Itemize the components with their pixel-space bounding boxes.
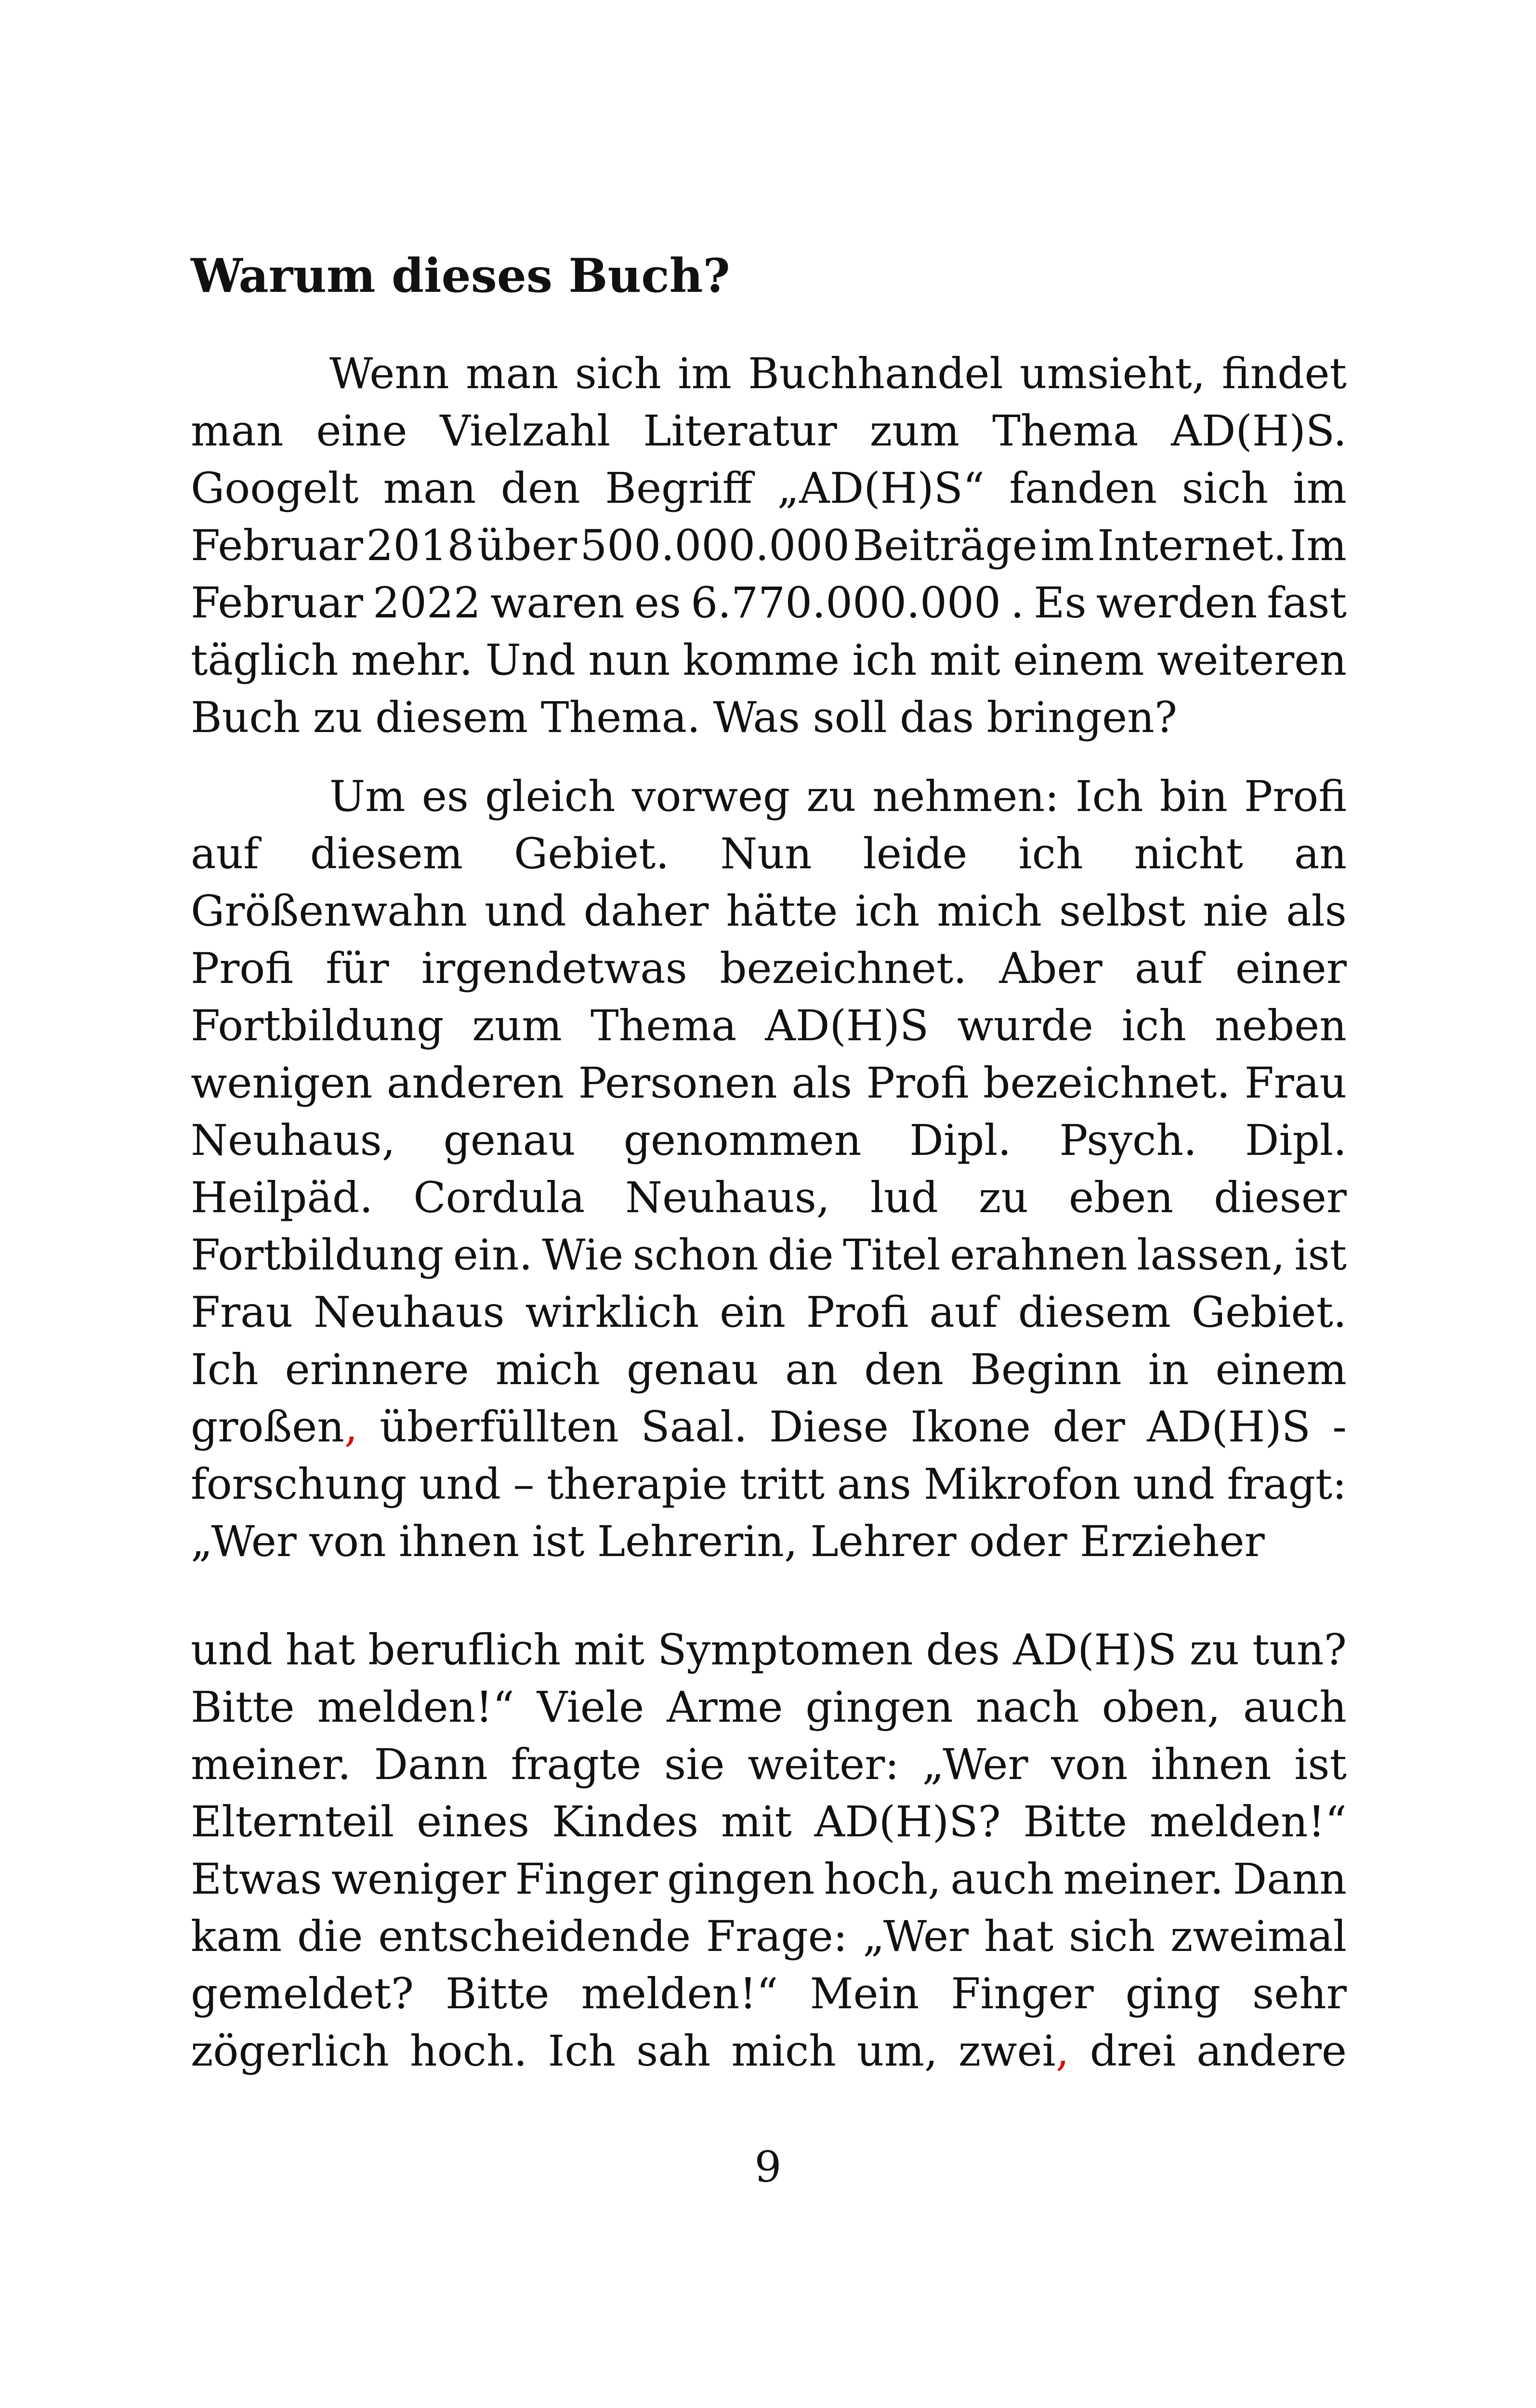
word: „Wer (863, 1911, 969, 1961)
word: komme (683, 635, 840, 685)
word: der (1052, 1402, 1125, 1452)
word: und (419, 1459, 501, 1509)
word: Wie (542, 1230, 624, 1280)
word: Elternteil (191, 1797, 394, 1846)
word: beruflich (368, 1625, 561, 1675)
word: überfüllten (380, 1402, 619, 1452)
word: 2018 (366, 521, 474, 570)
text-line (191, 1054, 1347, 1112)
word: und (1133, 1459, 1215, 1509)
word: von (1051, 1740, 1128, 1789)
word: zu (1189, 1625, 1239, 1675)
word: drei (1090, 2026, 1176, 2076)
word: Nun (720, 829, 812, 878)
word: und (485, 886, 566, 936)
word: mit (929, 635, 1000, 685)
word: Saal. (641, 1402, 748, 1452)
word: hoch. (410, 2026, 527, 2076)
word: Im (1289, 521, 1347, 570)
text-line (191, 1908, 1347, 1965)
word: Viele (537, 1682, 644, 1732)
word: auch (1243, 1682, 1347, 1732)
word: den (864, 1345, 944, 1394)
word: mich (937, 886, 1042, 936)
text-line (191, 631, 1347, 689)
word: Bitte (191, 1682, 295, 1732)
word: „Wer (191, 1517, 297, 1566)
word: – (513, 1459, 535, 1509)
word: AD(H)S (765, 1001, 929, 1050)
word: auch (950, 1854, 1054, 1904)
word: einem (1013, 635, 1144, 685)
word: Personen (578, 1058, 777, 1108)
paragraph-intro (191, 345, 1347, 746)
word: diesem (1018, 1287, 1171, 1337)
word: meiner. (191, 1740, 351, 1789)
text-line (191, 1341, 1347, 1398)
chapter-heading: Warum dieses Buch? (191, 249, 730, 303)
word: Beiträge (853, 521, 1037, 570)
word: Bitte (445, 1969, 550, 2018)
word: schon (632, 1230, 759, 1280)
word: tun? (1252, 1625, 1347, 1675)
word: forschung (191, 1459, 407, 1509)
text-line (191, 517, 1347, 574)
word: Psych. (1059, 1115, 1197, 1165)
word: zu (978, 1173, 1028, 1222)
word: Neuhaus, (625, 1173, 830, 1222)
word: Mikrofon (923, 1459, 1121, 1509)
word: Heilpäd. (191, 1173, 373, 1222)
paragraph-profi (191, 768, 1347, 1570)
word: ist (1294, 1230, 1347, 1280)
word: mich (495, 1345, 601, 1394)
word: Lehrer (810, 1517, 957, 1566)
word: meiner. (1063, 1854, 1224, 1904)
word: Gebiet. (514, 829, 670, 878)
word: Begriff (605, 463, 753, 513)
word: kam (191, 1911, 282, 1961)
word: weniger (331, 1854, 506, 1904)
text-line (191, 345, 1347, 402)
word: als (1286, 886, 1347, 936)
word: findet (1221, 349, 1347, 398)
paragraph-continuation (191, 1621, 1347, 2080)
word: zu (313, 693, 363, 742)
word: neben (1215, 1001, 1347, 1050)
word: Profi (866, 1058, 969, 1108)
word: einem (1215, 1345, 1347, 1394)
word: hätte (726, 886, 838, 936)
word: AD(H)S. (1171, 406, 1347, 456)
word: Und (485, 635, 576, 685)
word: werden (1096, 578, 1258, 628)
word: fragt: (1227, 1459, 1347, 1509)
word: Cordula (413, 1173, 585, 1222)
word: ich (1121, 1001, 1186, 1050)
word: bin (1159, 772, 1228, 821)
text-line (191, 997, 1347, 1054)
word: zwei, (958, 2026, 1069, 2076)
word: sich (1182, 463, 1268, 513)
word: ich (855, 886, 920, 936)
word: auf (1134, 943, 1203, 993)
word: Vielzahl (440, 406, 611, 456)
word: Dann (1233, 1854, 1347, 1904)
text-line (191, 2022, 1347, 2080)
word: Profi (1244, 772, 1347, 821)
word: es (421, 772, 469, 821)
word: Neuhaus, (191, 1115, 395, 1165)
word: nicht (1134, 829, 1243, 878)
word: Titel (843, 1230, 941, 1280)
word: an (1294, 829, 1347, 878)
word: die (297, 1911, 363, 1961)
text-line (191, 1850, 1347, 1908)
word: soll (813, 693, 887, 742)
word: es (634, 578, 682, 628)
word: Arme (667, 1682, 783, 1732)
word: man (383, 463, 476, 513)
word: man (465, 349, 559, 398)
word: sah (636, 2026, 711, 2076)
word: Buch (191, 693, 301, 742)
highlighted-comma: , (344, 1402, 358, 1452)
word: Frage: (706, 1911, 848, 1961)
word: den (500, 463, 580, 513)
word: waren (490, 578, 625, 628)
word: Ich (548, 2026, 616, 2076)
text-line (191, 1513, 1347, 1570)
word: an (785, 1345, 838, 1394)
word: fragte (511, 1740, 642, 1789)
text-line (191, 1112, 1347, 1169)
word: Um (329, 772, 406, 821)
word: ein (720, 1287, 786, 1337)
word: zum (472, 1001, 562, 1050)
word: mit (721, 1797, 792, 1846)
word: im (678, 349, 732, 398)
word: ist (532, 1517, 585, 1566)
word: lassen, (1137, 1230, 1285, 1280)
word: gingen (805, 1682, 953, 1732)
word: Größenwahn (191, 886, 468, 936)
word: mit (574, 1625, 645, 1675)
word: Symptomen (657, 1625, 913, 1675)
word: Beginn (970, 1345, 1122, 1394)
word: die (768, 1230, 834, 1280)
word: Diese (769, 1402, 889, 1452)
word: man (191, 406, 284, 456)
word: dieser (1214, 1173, 1347, 1222)
word: weiteren (1157, 635, 1347, 685)
word: entscheidende (378, 1911, 691, 1961)
word: ihnen (1151, 1740, 1272, 1789)
word: Februar (191, 578, 363, 628)
word: Februar (191, 521, 363, 570)
word: Ich (191, 1345, 259, 1394)
word: . (1011, 578, 1024, 628)
text-line (191, 1793, 1347, 1850)
word: 6.770.000.000 (691, 578, 1001, 628)
text-line (191, 940, 1347, 997)
word: „AD(H)S“ (777, 463, 985, 513)
text-line (191, 1621, 1347, 1678)
text-line (191, 1283, 1347, 1341)
word: tritt (739, 1459, 825, 1509)
word: Es (1034, 578, 1087, 628)
word: sich (1069, 1911, 1155, 1961)
word: nie (1203, 886, 1269, 936)
word: ans (837, 1459, 912, 1509)
word: „Wer (922, 1740, 1028, 1789)
word: Kindes (552, 1797, 699, 1846)
word: eine (316, 406, 407, 456)
word: fanden (1009, 463, 1157, 513)
word: Neuhaus (313, 1287, 505, 1337)
word: eben (1068, 1173, 1174, 1222)
text-line (191, 574, 1347, 631)
word: im (1293, 463, 1347, 513)
word: erahnen (949, 1230, 1128, 1280)
word: Buchhandel (748, 349, 1003, 398)
word: Internet. (1097, 521, 1287, 570)
word: melden!“ (317, 1682, 514, 1732)
word: diesem (375, 693, 528, 742)
word: Bitte (1023, 1797, 1128, 1846)
word: Literatur (643, 406, 837, 456)
text-line (191, 1965, 1347, 2022)
word: weiter: (748, 1740, 899, 1789)
word: eines (417, 1797, 530, 1846)
word: Thema (992, 406, 1139, 456)
word: oben, (1102, 1682, 1221, 1732)
word: auf (191, 829, 259, 878)
word: ich (852, 635, 917, 685)
word: Ich (1075, 772, 1143, 821)
word: sich (575, 349, 662, 398)
word: wurde (957, 1001, 1093, 1050)
word: in (1148, 1345, 1189, 1394)
word: Lehrerin, (597, 1517, 798, 1566)
word: Fortbildung (191, 1001, 444, 1050)
word: zweimal (1170, 1911, 1347, 1961)
word: nehmen: (872, 772, 1059, 821)
word: und (191, 1625, 273, 1675)
word: Etwas (191, 1854, 322, 1904)
word: gemeldet? (191, 1969, 414, 2018)
word: umsieht, (1020, 349, 1206, 398)
word: Googelt (191, 463, 359, 513)
word: irgendetwas (421, 943, 687, 993)
word: fast (1267, 578, 1347, 628)
word: 500.000.000 (580, 521, 850, 570)
text-line (191, 1455, 1347, 1513)
word: genau (443, 1115, 576, 1165)
word: therapie (546, 1459, 728, 1509)
word: selbst (1059, 886, 1186, 936)
word: zu (806, 772, 856, 821)
word: auf (929, 1287, 998, 1337)
word: AD(H)S? (814, 1797, 1001, 1846)
word: ist (1294, 1740, 1347, 1789)
word: täglich (191, 635, 339, 685)
word: 2022 (373, 578, 481, 628)
word: nach (975, 1682, 1079, 1732)
word: Ikone (910, 1402, 1031, 1452)
highlighted-comma: , (1055, 2026, 1069, 2076)
word: ein. (453, 1230, 533, 1280)
word: Fortbildung (191, 1230, 444, 1280)
word: Finger (951, 1969, 1094, 2018)
word: das (900, 693, 974, 742)
word: lud (870, 1173, 938, 1222)
word: melden!“ (1149, 1797, 1347, 1846)
word: erinnere (285, 1345, 469, 1394)
text-line (191, 1736, 1347, 1793)
word: über (477, 521, 577, 570)
word: wenigen (191, 1058, 373, 1108)
word: großen, (191, 1402, 358, 1452)
word: hat (984, 1911, 1054, 1961)
text-line (191, 689, 1347, 746)
text-line (191, 402, 1347, 459)
word: Mein (810, 1969, 919, 2018)
word: mehr. (351, 635, 473, 685)
text-line (191, 882, 1347, 940)
word: Thema (590, 1001, 737, 1050)
word: anderen (386, 1058, 565, 1108)
word: Frau (1244, 1058, 1347, 1108)
word: Dann (374, 1740, 488, 1789)
word: Gebiet. (1191, 1287, 1347, 1337)
word: Dipl. (909, 1115, 1011, 1165)
word: gleich (485, 772, 616, 821)
text-line (191, 768, 1347, 825)
word: einer (1235, 943, 1347, 993)
word: Thema. (540, 693, 701, 742)
word: - (1332, 1402, 1347, 1452)
word: bezeichnet. (983, 1058, 1231, 1108)
word: Profi (806, 1287, 909, 1337)
text-line (191, 459, 1347, 517)
word: oder (969, 1517, 1067, 1566)
word: wirklich (525, 1287, 699, 1337)
word: AD(H)S (1013, 1625, 1177, 1675)
word: als (791, 1058, 853, 1108)
word: genommen (623, 1115, 862, 1165)
word: mich (731, 2026, 836, 2076)
word: zum (869, 406, 960, 456)
word: diesem (310, 829, 463, 878)
word: daher (583, 886, 709, 936)
word: hoch, (824, 1854, 942, 1904)
word: bezeichnet. (720, 943, 967, 993)
word: AD(H)S (1147, 1402, 1311, 1452)
word: im (1040, 521, 1094, 570)
word: nun (588, 635, 670, 685)
word: Erzieher (1079, 1517, 1265, 1566)
word: Was (713, 693, 800, 742)
word: zögerlich (191, 2026, 390, 2076)
word: leide (863, 829, 968, 878)
word: Wenn (329, 349, 449, 398)
word: Frau (191, 1287, 293, 1337)
word: von (309, 1517, 386, 1566)
word: genau (626, 1345, 759, 1394)
word: andere (1196, 2026, 1347, 2076)
text-line (191, 1226, 1347, 1283)
word: melden!“ (581, 1969, 778, 2018)
word: Finger (515, 1854, 658, 1904)
word: vorweg (631, 772, 790, 821)
word: Dipl. (1245, 1115, 1347, 1165)
word: um, (856, 2026, 938, 2076)
word: Aber (999, 943, 1103, 993)
word: ging (1125, 1969, 1221, 2018)
word: für (326, 943, 389, 993)
page-number: 9 (754, 2142, 782, 2192)
word: gingen (667, 1854, 815, 1904)
word: Profi (191, 943, 293, 993)
text-line (191, 1398, 1347, 1455)
word: des (926, 1625, 1000, 1675)
word: sehr (1252, 1969, 1347, 2018)
word: ich (1018, 829, 1083, 878)
text-line (191, 1169, 1347, 1226)
word: ihnen (399, 1517, 520, 1566)
word: sie (664, 1740, 725, 1789)
word: bringen? (986, 693, 1178, 742)
text-line (191, 825, 1347, 882)
word: hat (285, 1625, 355, 1675)
text-line (191, 1678, 1347, 1736)
